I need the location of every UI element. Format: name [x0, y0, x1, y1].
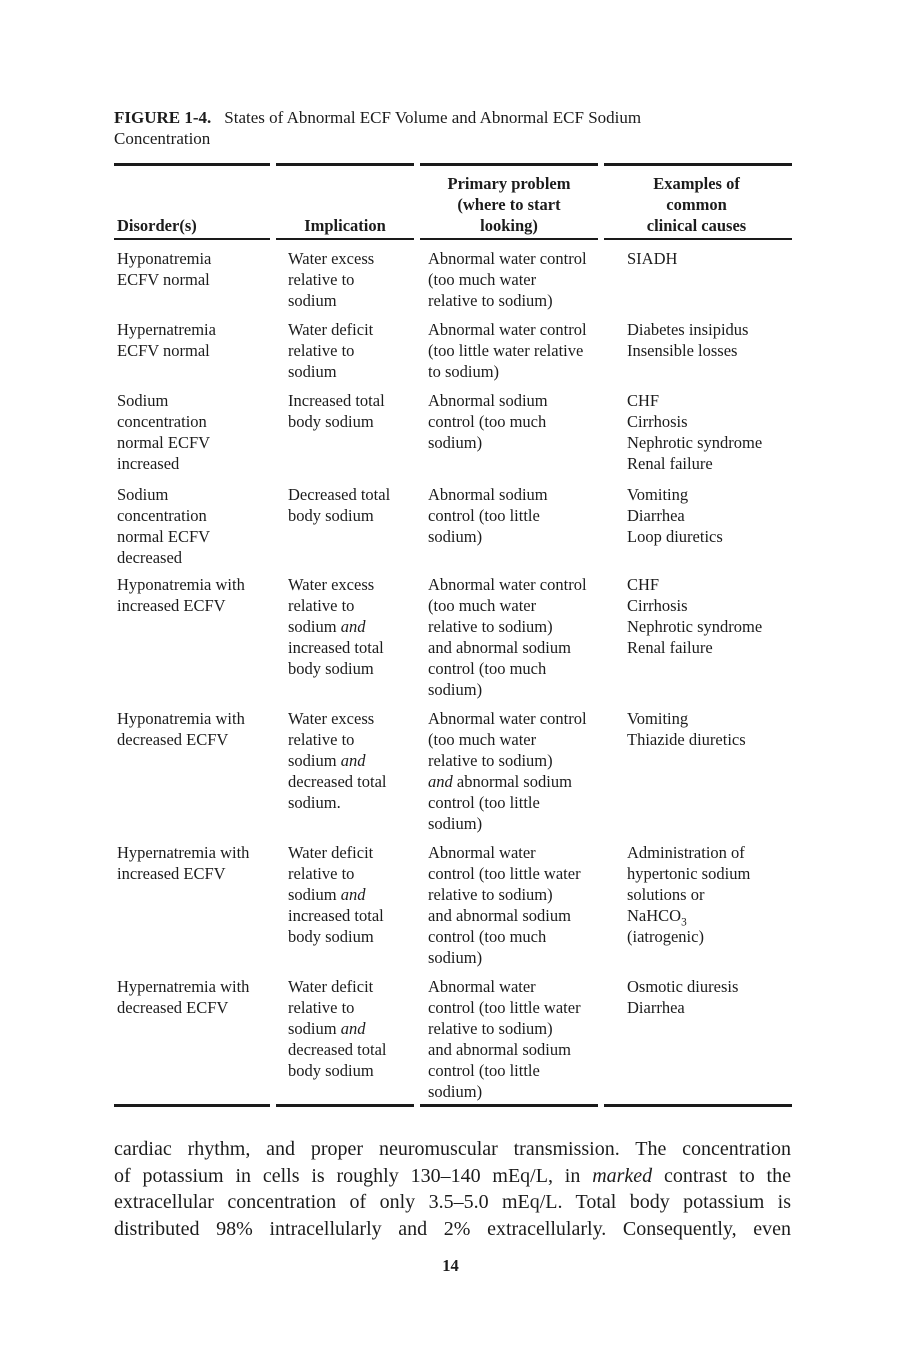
cell-line: control (too much	[428, 927, 547, 946]
cell-disorder	[117, 319, 288, 382]
table-row	[114, 842, 792, 968]
cell-line: Hypernatremia with	[117, 843, 250, 862]
cell-line: to sodium)	[428, 362, 500, 381]
column-header-disorder	[114, 215, 273, 236]
cell-line: (too much water	[428, 596, 537, 615]
cell-line: Abnormal sodium	[428, 485, 548, 504]
cell-line: decreased	[117, 548, 183, 567]
cell-line: increased ECFV	[117, 864, 226, 883]
table-rule-header	[114, 238, 792, 240]
cell-line: sodium)	[428, 680, 483, 699]
cell-line: Vomiting	[627, 709, 689, 728]
cell-line: Diarrhea	[627, 998, 685, 1017]
paragraph-line: of potassium in cells is roughly 130–140 mEq/L, in marked contrast to the	[114, 1164, 791, 1187]
cell-line: Water excess	[288, 709, 375, 728]
cell-line: Sodium	[117, 485, 169, 504]
paragraph-line: extracellular concentration of only 3.5–5.0 mEq/L. Total body potassium is	[114, 1191, 791, 1213]
cell-line: CHF	[627, 575, 660, 594]
column-header-implication	[273, 215, 417, 236]
cell-line: Diabetes insipidus	[627, 320, 749, 339]
table-row	[114, 248, 792, 311]
cell-line: concentration	[117, 412, 207, 431]
cell-disorder	[117, 976, 288, 1102]
cell-line: increased total	[288, 638, 384, 657]
cell-line: Abnormal water	[428, 843, 536, 862]
cell-line: control (too little water	[428, 998, 581, 1017]
cell-line: increased	[117, 454, 180, 473]
table-row	[114, 574, 792, 700]
table-row	[114, 484, 792, 568]
column-header-primary_problem	[417, 173, 601, 236]
cell-primary-problem	[428, 708, 627, 834]
cell-line: Water excess	[288, 249, 375, 268]
figure-caption-label: FIGURE 1-4.	[114, 108, 212, 127]
cell-line: decreased ECFV	[117, 730, 229, 749]
cell-causes	[627, 842, 795, 968]
cell-line: Nephrotic syndrome	[627, 433, 763, 452]
cell-line: Water deficit	[288, 977, 374, 996]
cell-line: body sodium	[288, 659, 374, 678]
cell-causes	[627, 574, 795, 700]
rule-segment	[420, 238, 598, 240]
cell-disorder	[117, 708, 288, 834]
cell-causes	[627, 708, 795, 834]
header-line: Examples of	[653, 174, 740, 193]
cell-line: Hyponatremia	[117, 249, 212, 268]
cell-line: Sodium	[117, 391, 169, 410]
cell-implication	[288, 319, 428, 382]
cell-causes	[627, 390, 795, 474]
rule-segment	[420, 1104, 598, 1107]
cell-primary-problem	[428, 390, 627, 474]
rule-segment	[114, 238, 270, 240]
cell-line: sodium)	[428, 948, 483, 967]
cell-line: Administration of	[627, 843, 745, 862]
cell-line: relative to	[288, 596, 355, 615]
cell-primary-problem	[428, 248, 627, 311]
cell-line: control (too much	[428, 659, 547, 678]
table-row	[114, 976, 792, 1102]
cell-line: Hyponatremia with	[117, 709, 245, 728]
cell-line: Nephrotic syndrome	[627, 617, 763, 636]
cell-line: (iatrogenic)	[627, 927, 704, 946]
body-paragraph	[114, 1136, 791, 1242]
cell-line: sodium)	[428, 527, 483, 546]
cell-line: Diarrhea	[627, 506, 685, 525]
cell-line: Increased total	[288, 391, 385, 410]
cell-line: Water deficit	[288, 843, 374, 862]
cell-line: sodium	[288, 362, 337, 381]
cell-line: relative to sodium)	[428, 617, 553, 636]
cell-line: normal ECFV	[117, 433, 211, 452]
cell-line: Thiazide diuretics	[627, 730, 746, 749]
cell-line: sodium)	[428, 433, 483, 452]
cell-line: sodium and	[288, 885, 366, 904]
cell-disorder	[117, 248, 288, 311]
cell-implication	[288, 390, 428, 474]
rule-segment	[114, 1104, 270, 1107]
cell-line: relative to sodium)	[428, 291, 553, 310]
cell-line: relative to	[288, 730, 355, 749]
cell-causes	[627, 319, 795, 382]
rule-segment	[604, 1104, 792, 1107]
cell-line: Cirrhosis	[627, 412, 688, 431]
cell-line: (too much water	[428, 270, 537, 289]
cell-line: normal ECFV	[117, 527, 211, 546]
cell-disorder	[117, 842, 288, 968]
cell-causes	[627, 976, 795, 1102]
cell-line: control (too little	[428, 1061, 540, 1080]
header-line: Primary problem	[447, 174, 571, 193]
cell-line: Abnormal water	[428, 977, 536, 996]
cell-implication	[288, 842, 428, 968]
figure-caption-text-line2: Concentration	[114, 129, 211, 148]
cell-line: concentration	[117, 506, 207, 525]
figure-caption-text: States of Abnormal ECF Volume and Abnormal ECF Sodium	[224, 108, 642, 127]
cell-disorder	[117, 484, 288, 568]
cell-implication	[288, 248, 428, 311]
cell-line: sodium	[288, 291, 337, 310]
cell-line: ECFV normal	[117, 341, 210, 360]
cell-line: relative to	[288, 998, 355, 1017]
cell-line: relative to	[288, 864, 355, 883]
page-number: 14	[442, 1256, 459, 1275]
cell-line: (too little water relative	[428, 341, 584, 360]
cell-disorder	[117, 574, 288, 700]
cell-line: increased total	[288, 906, 384, 925]
header-line: common	[666, 195, 727, 214]
cell-primary-problem	[428, 976, 627, 1102]
cell-line: body sodium	[288, 1061, 374, 1080]
cell-line: Hypernatremia	[117, 320, 216, 339]
cell-line: relative to	[288, 341, 355, 360]
cell-line: SIADH	[627, 249, 678, 268]
cell-line: decreased total	[288, 1040, 387, 1059]
cell-line: Osmotic diuresis	[627, 977, 739, 996]
ecf-table-body	[114, 248, 792, 1102]
cell-line: sodium.	[288, 793, 341, 812]
cell-primary-problem	[428, 574, 627, 700]
cell-line: Cirrhosis	[627, 596, 688, 615]
header-line: looking)	[480, 216, 538, 235]
cell-causes	[627, 248, 795, 311]
cell-line: Abnormal water control	[428, 575, 587, 594]
rule-segment	[276, 1104, 414, 1107]
table-rule-bottom	[114, 1104, 792, 1107]
cell-implication	[288, 574, 428, 700]
cell-line: Renal failure	[627, 638, 713, 657]
table-row	[114, 708, 792, 834]
table-row	[114, 390, 792, 474]
header-line: Disorder(s)	[117, 216, 197, 235]
cell-line: increased ECFV	[117, 596, 226, 615]
cell-line: body sodium	[288, 506, 374, 525]
cell-line: solutions or	[627, 885, 705, 904]
cell-primary-problem	[428, 842, 627, 968]
cell-line: Abnormal water control	[428, 709, 587, 728]
cell-line: Hypernatremia with	[117, 977, 250, 996]
cell-line: Hyponatremia with	[117, 575, 245, 594]
cell-line: decreased total	[288, 772, 387, 791]
cell-line: Abnormal sodium	[428, 391, 548, 410]
cell-line: Water excess	[288, 575, 375, 594]
cell-line: (too much water	[428, 730, 537, 749]
column-header-causes	[601, 173, 792, 236]
cell-line: sodium and	[288, 617, 366, 636]
cell-line: relative to sodium)	[428, 885, 553, 904]
cell-disorder	[117, 390, 288, 474]
figure-caption	[114, 107, 804, 149]
cell-line: hypertonic sodium	[627, 864, 751, 883]
paragraph-line: distributed 98% intracellularly and 2% extracellularly. Consequently, even	[114, 1217, 791, 1240]
header-line: clinical causes	[646, 216, 747, 235]
cell-implication	[288, 484, 428, 568]
cell-line: Decreased total	[288, 485, 391, 504]
cell-line: control (too much	[428, 412, 547, 431]
table-row	[114, 319, 792, 382]
cell-line: control (too little	[428, 506, 540, 525]
cell-implication	[288, 708, 428, 834]
cell-line: control (too little water	[428, 864, 581, 883]
cell-line: Vomiting	[627, 485, 689, 504]
header-line: (where to start	[457, 195, 561, 214]
cell-line: sodium and	[288, 751, 366, 770]
cell-line: ECFV normal	[117, 270, 210, 289]
cell-line: CHF	[627, 391, 660, 410]
cell-implication	[288, 976, 428, 1102]
cell-line: control (too little	[428, 793, 540, 812]
cell-line: and abnormal sodium	[428, 772, 572, 791]
cell-line: and abnormal sodium	[428, 906, 571, 925]
cell-line: relative to sodium)	[428, 751, 553, 770]
cell-line: Abnormal water control	[428, 320, 587, 339]
cell-line: sodium and	[288, 1019, 366, 1038]
cell-line: and abnormal sodium	[428, 1040, 571, 1059]
cell-line: decreased ECFV	[117, 998, 229, 1017]
cell-line: body sodium	[288, 412, 374, 431]
header-line: Implication	[304, 216, 386, 235]
cell-line: relative to	[288, 270, 355, 289]
cell-line: Abnormal water control	[428, 249, 587, 268]
paragraph-line: cardiac rhythm, and proper neuromuscular transmission. The concentration	[114, 1138, 791, 1160]
cell-line: NaHCO$_3$	[627, 906, 687, 929]
cell-line: sodium)	[428, 814, 483, 833]
cell-primary-problem	[428, 484, 627, 568]
cell-line: body sodium	[288, 927, 374, 946]
cell-line: Renal failure	[627, 454, 713, 473]
cell-line: relative to sodium)	[428, 1019, 553, 1038]
cell-line: Loop diuretics	[627, 527, 723, 546]
table-header	[114, 165, 792, 236]
cell-primary-problem	[428, 319, 627, 382]
cell-line: sodium)	[428, 1082, 483, 1101]
cell-line: and abnormal sodium	[428, 638, 571, 657]
rule-segment	[276, 238, 414, 240]
cell-line: Insensible losses	[627, 341, 738, 360]
rule-segment	[604, 238, 792, 240]
cell-causes	[627, 484, 795, 568]
cell-line: Water deficit	[288, 320, 374, 339]
